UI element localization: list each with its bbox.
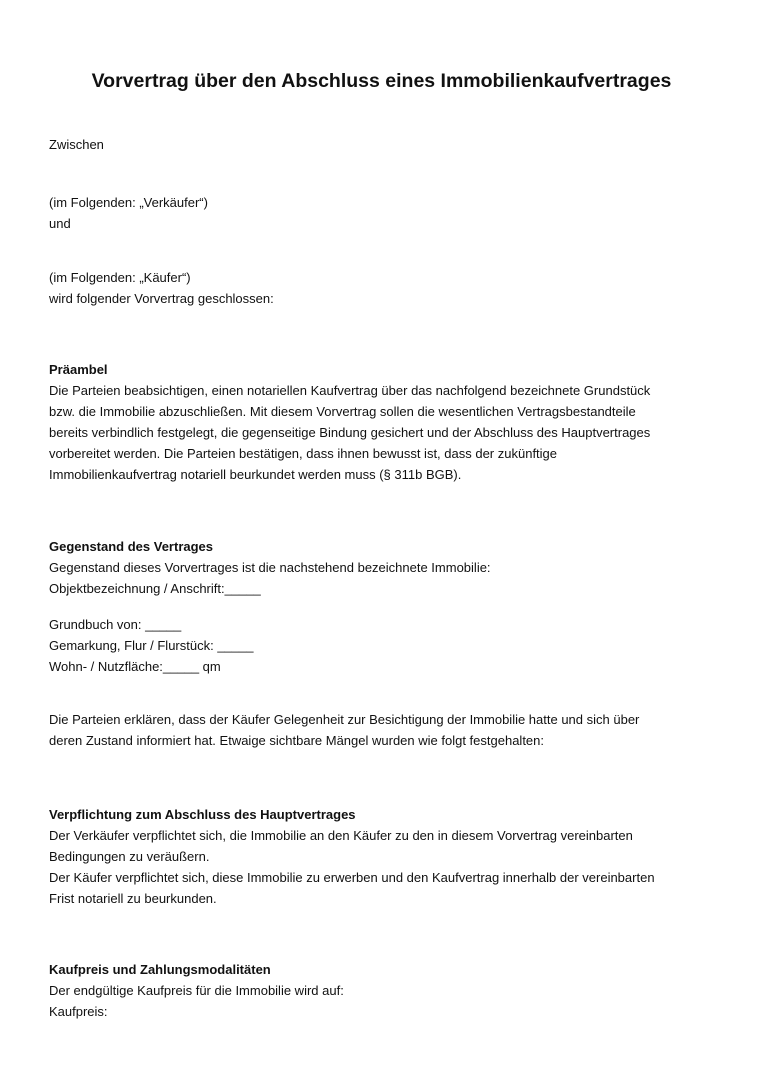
parcel-field: Gemarkung, Flur / Flurstück: _____ bbox=[49, 638, 254, 653]
and-text: und bbox=[49, 216, 71, 231]
preamble-heading: Präambel bbox=[49, 362, 108, 377]
buyer-note: (im Folgenden: „Käufer“) bbox=[49, 270, 191, 285]
price-heading: Kaufpreis und Zahlungsmodalitäten bbox=[49, 962, 271, 977]
obligation-heading: Verpflichtung zum Abschluss des Hauptvertrages bbox=[49, 807, 356, 822]
parties-between bbox=[49, 134, 729, 155]
price-intro: Der endgültige Kaufpreis für die Immobilie wird auf: bbox=[49, 983, 344, 998]
parties-buyer bbox=[49, 267, 729, 309]
preamble-section bbox=[49, 359, 729, 485]
obligation-section bbox=[49, 804, 729, 909]
register-block bbox=[49, 614, 729, 677]
obligation-line: Der Käufer verpflichtet sich, diese Immobilie zu erwerben und den Kaufvertrag innerhalb der vereinbarten bbox=[49, 870, 655, 885]
inspection-line: deren Zustand informiert hat. Etwaige sichtbare Mängel wurden wie folgt festgehalten: bbox=[49, 733, 544, 748]
obligation-line: Bedingungen zu veräußern. bbox=[49, 849, 210, 864]
obligation-line: Frist notariell zu beurkunden. bbox=[49, 891, 217, 906]
subject-section bbox=[49, 536, 729, 599]
between-text: Zwischen bbox=[49, 137, 104, 152]
subject-intro: Gegenstand dieses Vorvertrages ist die nachstehend bezeichnete Immobilie: bbox=[49, 560, 491, 575]
subject-heading: Gegenstand des Vertrages bbox=[49, 539, 214, 554]
parties-seller bbox=[49, 192, 729, 234]
seller-note: (im Folgenden: „Verkäufer“) bbox=[49, 195, 208, 210]
area-field: Wohn- / Nutzfläche:_____ qm bbox=[49, 659, 221, 674]
inspection-line: Die Parteien erklären, dass der Käufer Gelegenheit zur Besichtigung der Immobilie hatte und sich über bbox=[49, 712, 640, 727]
object-field: Objektbezeichnung / Anschrift:_____ bbox=[49, 581, 261, 596]
preamble-line: Immobilienkaufvertrag notariell beurkundet werden muss (§ 311b BGB). bbox=[49, 467, 462, 482]
land-register-field: Grundbuch von: _____ bbox=[49, 617, 182, 632]
inspection-block bbox=[49, 709, 729, 751]
preamble-line: Die Parteien beabsichtigen, einen notariellen Kaufvertrag über das nachfolgend bezeichnete Grundstück bbox=[49, 383, 651, 398]
price-label: Kaufpreis: bbox=[49, 1004, 108, 1019]
preamble-line: bereits verbindlich festgelegt, die gegenseitige Bindung gesichert und der Abschluss des Hauptvertrages bbox=[49, 425, 651, 440]
conclusion-text: wird folgender Vorvertrag geschlossen: bbox=[49, 291, 274, 306]
preamble-line: bzw. die Immobilie abzuschließen. Mit diesem Vorvertrag sollen die wesentlichen Vertragsbestandteile bbox=[49, 404, 636, 419]
document-title: Vorvertrag über den Abschluss eines Immobilienkaufvertrages bbox=[91, 70, 672, 92]
price-section bbox=[49, 959, 729, 1022]
preamble-line: vorbereitet werden. Die Parteien bestätigen, dass ihnen bewusst ist, dass der zukünftige bbox=[49, 446, 558, 461]
obligation-line: Der Verkäufer verpflichtet sich, die Immobilie an den Käufer zu den in diesem Vorvertrag vereinbarten bbox=[49, 828, 633, 843]
